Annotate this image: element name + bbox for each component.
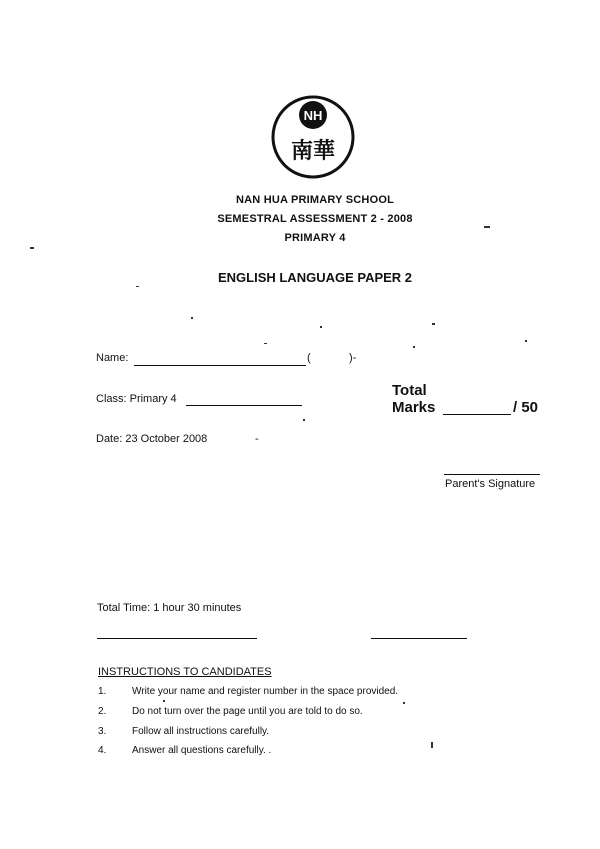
parent-signature-label: Parent's Signature — [445, 478, 536, 490]
total-time: Total Time: 1 hour 30 minutes — [97, 602, 242, 614]
instructions-heading: INSTRUCTIONS TO CANDIDATES — [98, 666, 272, 678]
svg-text:南華: 南華 — [290, 139, 336, 164]
level-label: PRIMARY 4 — [284, 232, 346, 244]
total-label-line-1: Total — [392, 382, 427, 399]
instruction-text: Write your name and register number in the space provided. — [132, 686, 399, 697]
svg-text:NH: NH — [303, 108, 323, 123]
date-dash: - — [255, 433, 259, 445]
instruction-number: 4. — [98, 745, 107, 756]
school-logo — [268, 92, 358, 182]
instruction-number: 2. — [98, 706, 107, 717]
school-name: NAN HUA PRIMARY SCHOOL — [236, 194, 394, 206]
instruction-number: 1. — [98, 686, 107, 697]
paper-title: ENGLISH LANGUAGE PAPER 2 — [217, 270, 413, 285]
total-out-of: / 50 — [513, 399, 539, 416]
date-label: Date: 23 October 2008 — [96, 433, 208, 445]
register-paren-close: )- — [349, 352, 357, 364]
instruction-item — [98, 726, 269, 737]
total-label-line-2: Marks — [392, 399, 436, 416]
instruction-item — [98, 706, 363, 717]
instruction-text: Follow all instructions carefully. — [132, 726, 270, 737]
instruction-item — [98, 745, 271, 756]
class-label: Class: Primary 4 — [96, 393, 177, 405]
total-marks-field[interactable] — [443, 414, 511, 415]
name-label: Name: — [96, 352, 129, 364]
parent-signature-line[interactable] — [444, 474, 540, 475]
assessment-title: SEMESTRAL ASSESSMENT 2 - 2008 — [217, 213, 413, 225]
register-paren-open: ( — [307, 352, 311, 364]
instruction-number: 3. — [98, 726, 107, 737]
instruction-text: Do not turn over the page until you are told to do so. — [132, 706, 363, 717]
divider-left — [97, 638, 257, 639]
class-field[interactable] — [186, 405, 302, 406]
instruction-item — [98, 686, 398, 697]
divider-right — [371, 638, 467, 639]
total-label — [392, 382, 435, 416]
name-field[interactable] — [134, 365, 306, 366]
instruction-text: Answer all questions carefully. . — [132, 745, 272, 756]
